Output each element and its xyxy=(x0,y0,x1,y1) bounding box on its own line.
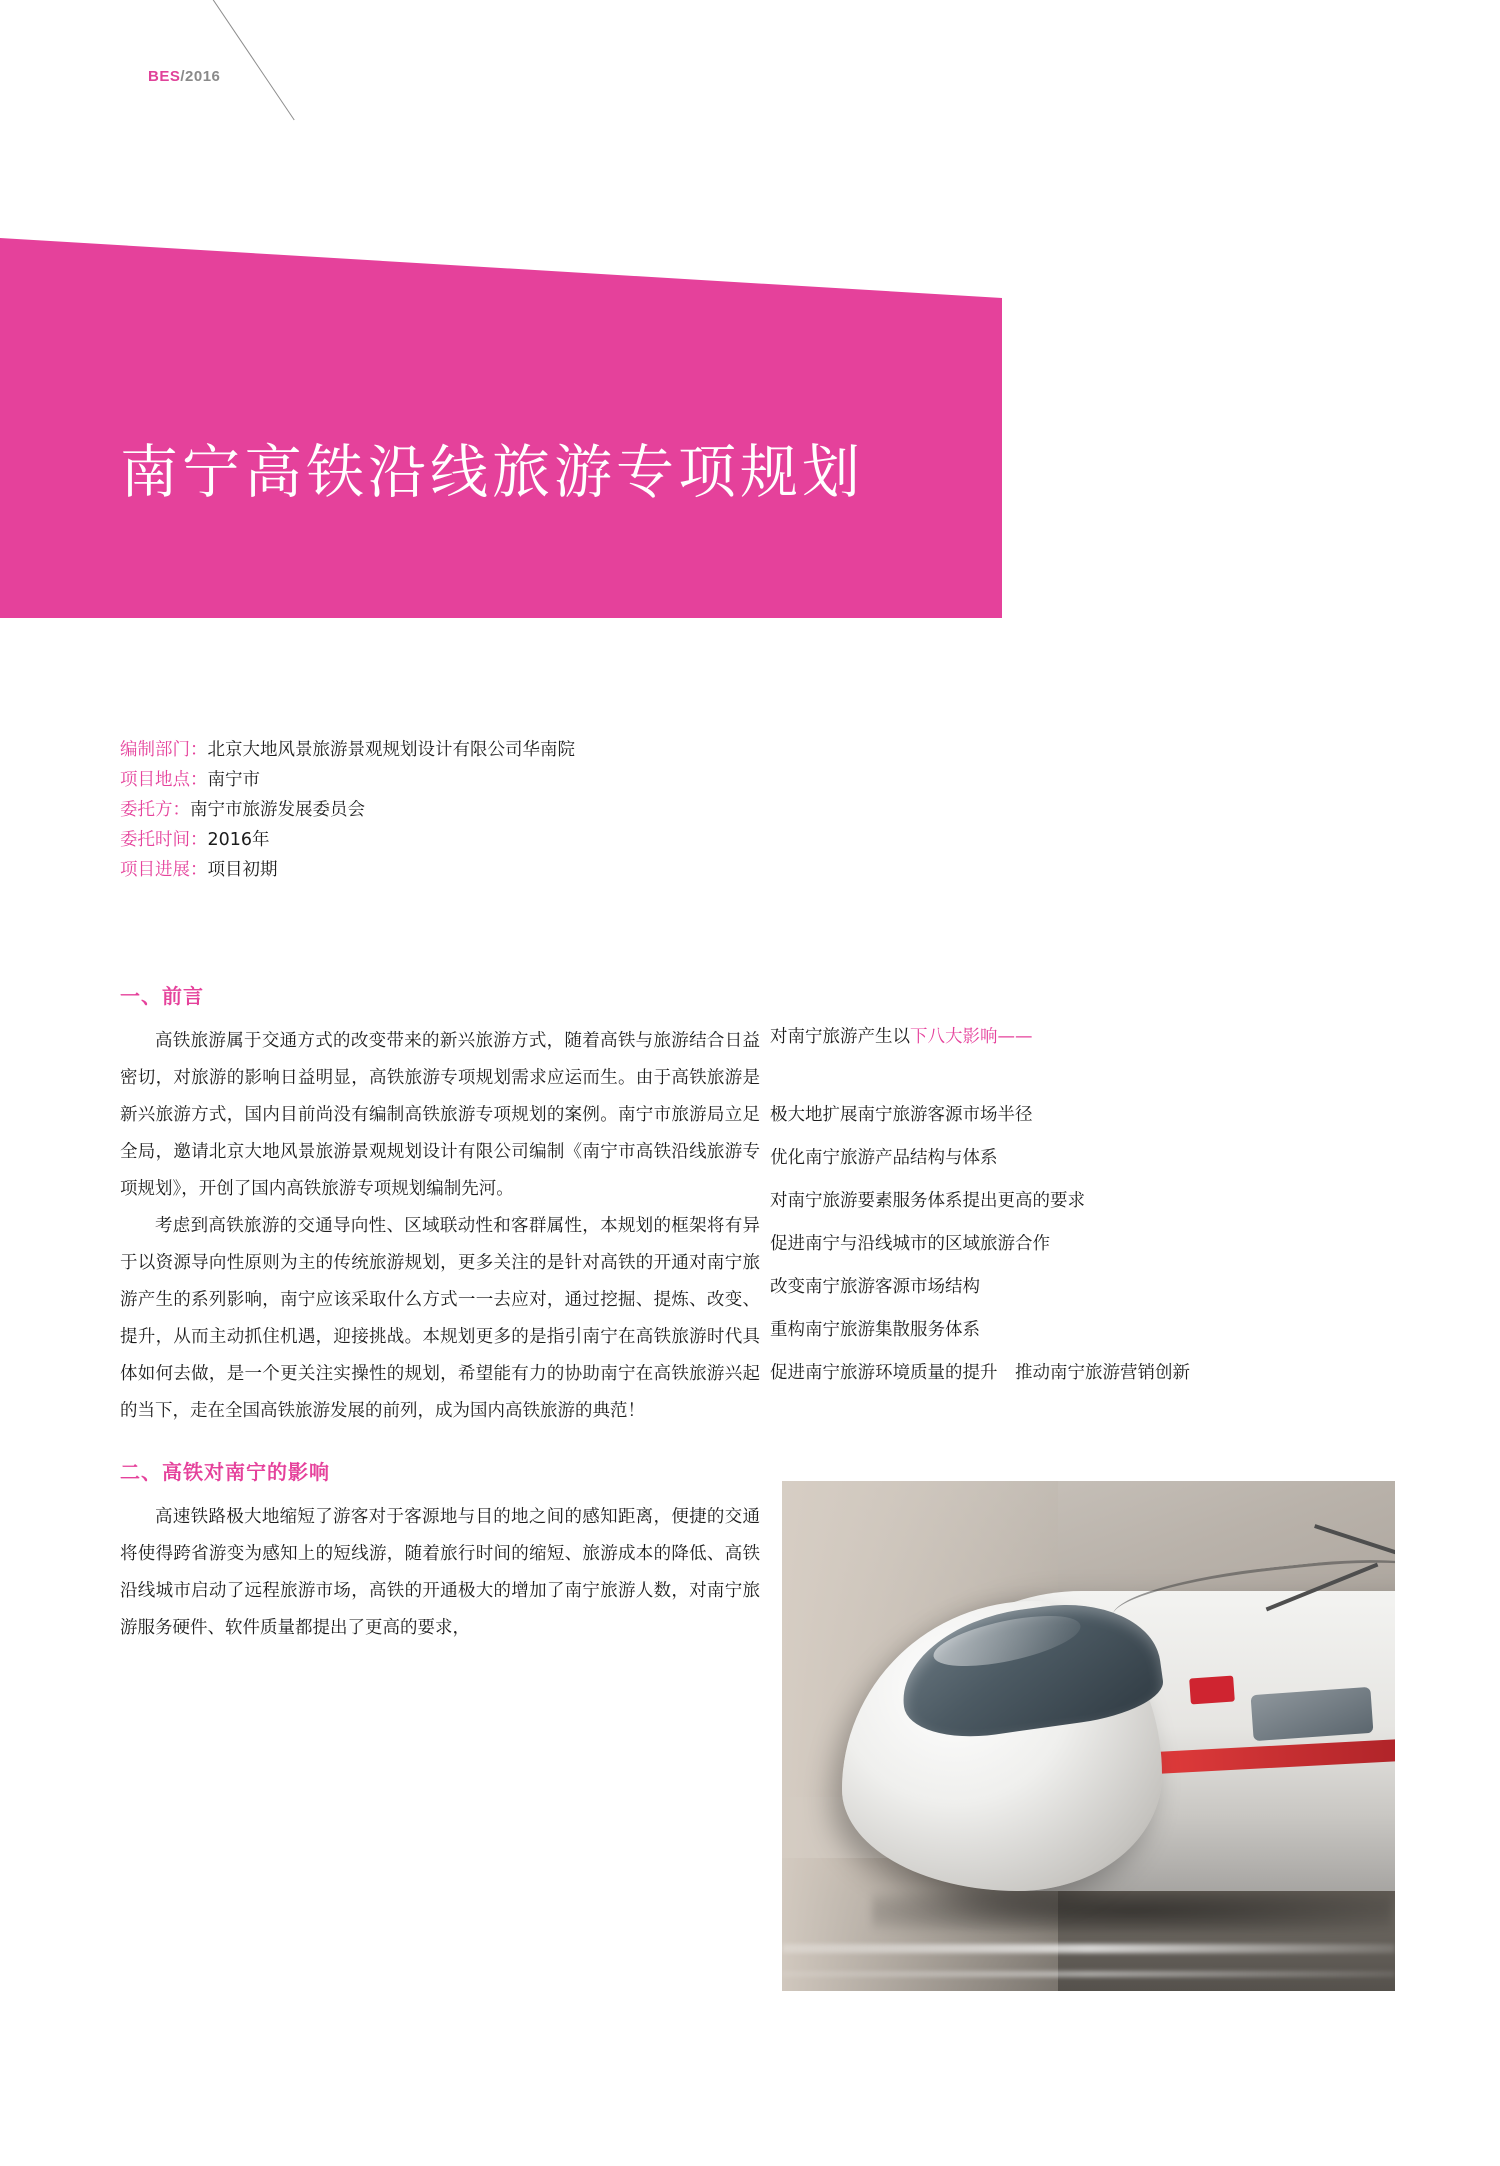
meta-row xyxy=(120,735,820,765)
project-meta-block xyxy=(120,735,820,885)
list-item: 优化南宁旅游产品结构与体系 xyxy=(770,1148,998,1168)
meta-row xyxy=(120,795,820,825)
section-heading-preface: 一、前言 xyxy=(120,984,204,1008)
train-side-window xyxy=(1251,1687,1374,1741)
impact-intro-highlight: 下八大影响—— xyxy=(910,1027,1033,1047)
meta-value: 项目初期 xyxy=(207,860,278,880)
meta-label: 项目地点： xyxy=(120,770,208,790)
list-item: 改变南宁旅游客源市场结构 xyxy=(770,1277,980,1297)
brand-tag xyxy=(148,68,220,85)
meta-label: 编制部门： xyxy=(120,740,208,760)
brand-tag-name: BES xyxy=(148,68,181,85)
meta-row xyxy=(120,765,820,795)
list-item: 促进南宁旅游环境质量的提升 推动南宁旅游营销创新 xyxy=(770,1363,1190,1383)
meta-value: 南宁市旅游发展委员会 xyxy=(190,800,365,820)
impact-list xyxy=(770,1094,1410,1395)
list-item: 重构南宁旅游集散服务体系 xyxy=(770,1320,980,1340)
page-title: 南宁高铁沿线旅游专项规划 xyxy=(120,438,865,506)
brand-tag-year: /2016 xyxy=(180,68,221,85)
left-text-column xyxy=(120,980,760,1647)
right-text-column xyxy=(770,1020,1410,1395)
meta-value: 北京大地风景旅游景观规划设计有限公司华南院 xyxy=(207,740,575,760)
paragraph-impact-1: 高速铁路极大地缩短了游客对于客源地与目的地之间的感知距离，便捷的交通将使得跨省游变为感知上的短线游，随着旅行时间的缩短、旅游成本的降低、高铁沿线城市启动了远程旅游市场，高铁的开通极大的增加了南宁旅游人数，对南宁旅游服务硬件、软件质量都提出了更高的要求， xyxy=(120,1507,760,1638)
section-heading-impact: 二、高铁对南宁的影响 xyxy=(120,1460,330,1484)
meta-row xyxy=(120,825,820,855)
list-item: 促进南宁与沿线城市的区域旅游合作 xyxy=(770,1234,1050,1254)
list-item: 极大地扩展南宁旅游客源市场半径 xyxy=(770,1105,1033,1125)
meta-row xyxy=(120,855,820,885)
motion-blur-line xyxy=(782,1971,1395,1977)
list-item: 对南宁旅游要素服务体系提出更高的要求 xyxy=(770,1191,1085,1211)
paragraph-preface-2: 考虑到高铁旅游的交通导向性、区域联动性和客群属性，本规划的框架将有异于以资源导向性原则为主的传统旅游规划，更多关注的是针对高铁的开通对南宁旅游产生的系列影响，南宁应该采取什么方式一一去应对，通过挖掘、提炼、改变、提升，从而主动抓住机遇，迎接挑战。本规划更多的是指引南宁在高铁旅游时代具体如何去做，是一个更关注实操性的规划，希望能有力的协助南宁在高铁旅游兴起的当下，走在全国高铁旅游发展的前列，成为国内高铁旅游的典范！ xyxy=(120,1216,760,1421)
high-speed-train-photo xyxy=(782,1481,1395,1991)
impact-intro xyxy=(770,1020,1410,1054)
meta-value: 南宁市 xyxy=(207,770,260,790)
motion-blur-line xyxy=(782,1944,1395,1953)
meta-label: 项目进展： xyxy=(120,860,208,880)
paragraph-preface-1: 高铁旅游属于交通方式的改变带来的新兴旅游方式，随着高铁与旅游结合日益密切，对旅游的影响日益明显，高铁旅游专项规划需求应运而生。由于高铁旅游是新兴旅游方式，国内目前尚没有编制高铁旅游专项规划的案例。南宁市旅游局立足全局，邀请北京大地风景旅游景观规划设计有限公司编制《南宁市高铁沿线旅游专项规划》，开创了国内高铁旅游专项规划编制先河。 xyxy=(120,1031,760,1199)
meta-label: 委托时间： xyxy=(120,830,208,850)
meta-label: 委托方： xyxy=(120,800,190,820)
impact-intro-prefix: 对南宁旅游产生以 xyxy=(770,1027,910,1047)
corner-rule-decoration xyxy=(180,0,320,122)
photo-train-shadow xyxy=(872,1891,1392,1931)
meta-value: 2016年 xyxy=(207,830,270,850)
pantograph-icon xyxy=(1262,1525,1395,1595)
train-red-panel xyxy=(1189,1675,1235,1704)
